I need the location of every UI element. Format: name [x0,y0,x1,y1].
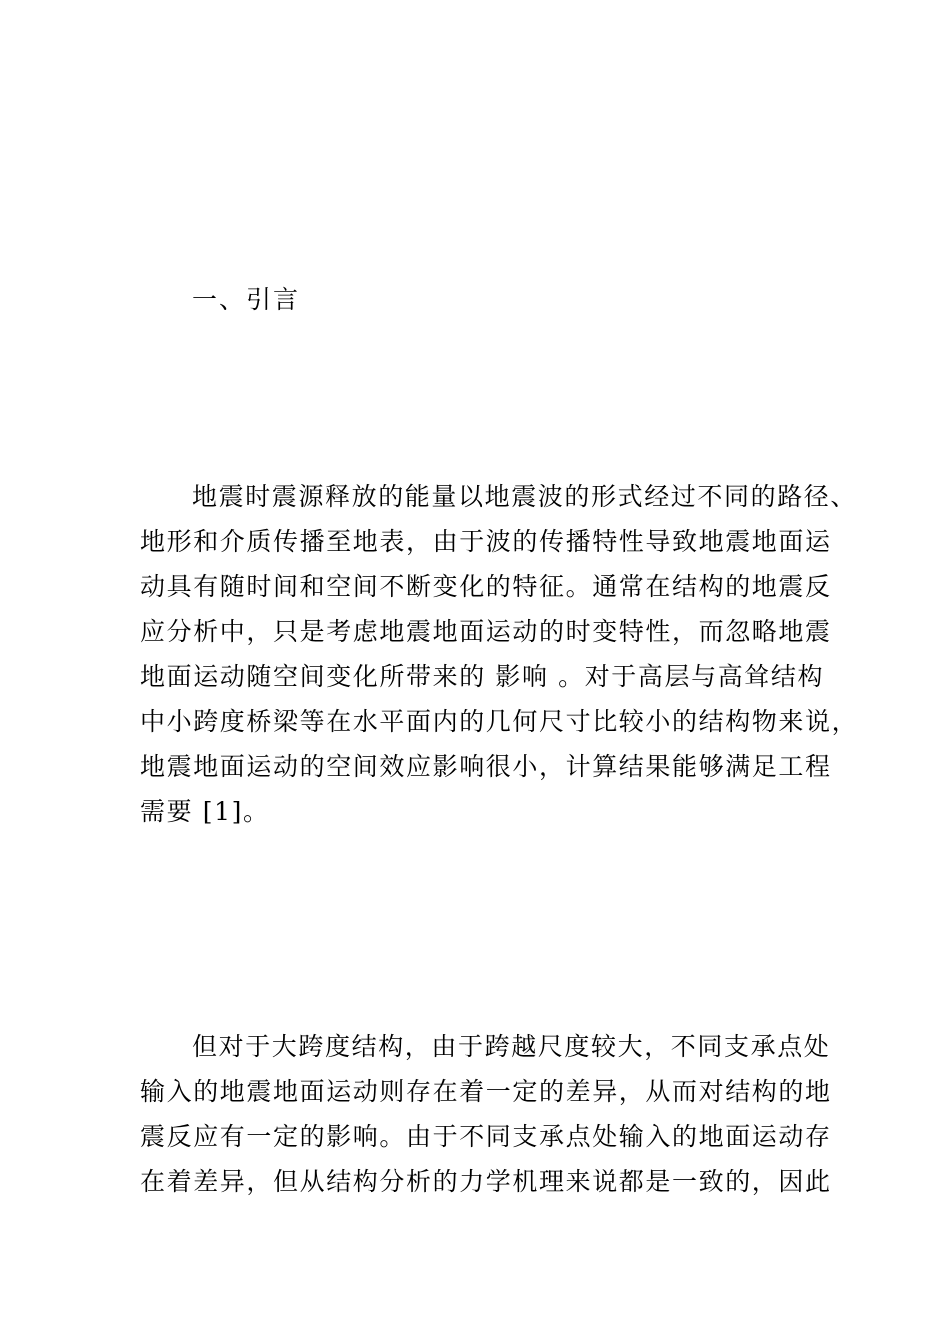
paragraph-line: 应分析中，只是考虑地震地面运动的时变特性，而忽略地震 [140,617,832,646]
paragraph-introduction [140,474,859,834]
paragraph-line: 震反应有一定的影响。由于不同支承点处输入的地面运动存 [140,1122,832,1151]
paragraph-line: 输入的地震地面运动则存在着一定的差异，从而对结构的地 [140,1077,832,1106]
section-heading: 一、引言 [192,285,301,314]
paragraph-line: 地面运动随空间变化所带来的 影响 。对于高层与高耸结构 [140,662,825,691]
paragraph-line: 地震地面运动的空间效应影响很小，计算结果能够满足工程 [140,752,832,781]
paragraph-line: 动具有随时间和空间不断变化的特征。通常在结构的地震反 [140,572,832,601]
paragraph-line: 地震时震源释放的能量以地震波的形式经过不同的路径、 [192,482,858,511]
paragraph-line: 需要 [1]。 [140,797,270,826]
paragraph-line: 在着差异，但从结构分析的力学机理来说都是一致的，因此 [140,1167,832,1196]
paragraph-large-span [140,1024,840,1204]
paragraph-line: 地形和介质传播至地表，由于波的传播特性导致地震地面运 [140,527,832,556]
paragraph-line: 中小跨度桥梁等在水平面内的几何尺寸比较小的结构物来说， [140,707,859,736]
paragraph-line: 但对于大跨度结构，由于跨越尺度较大，不同支承点处 [192,1032,831,1061]
